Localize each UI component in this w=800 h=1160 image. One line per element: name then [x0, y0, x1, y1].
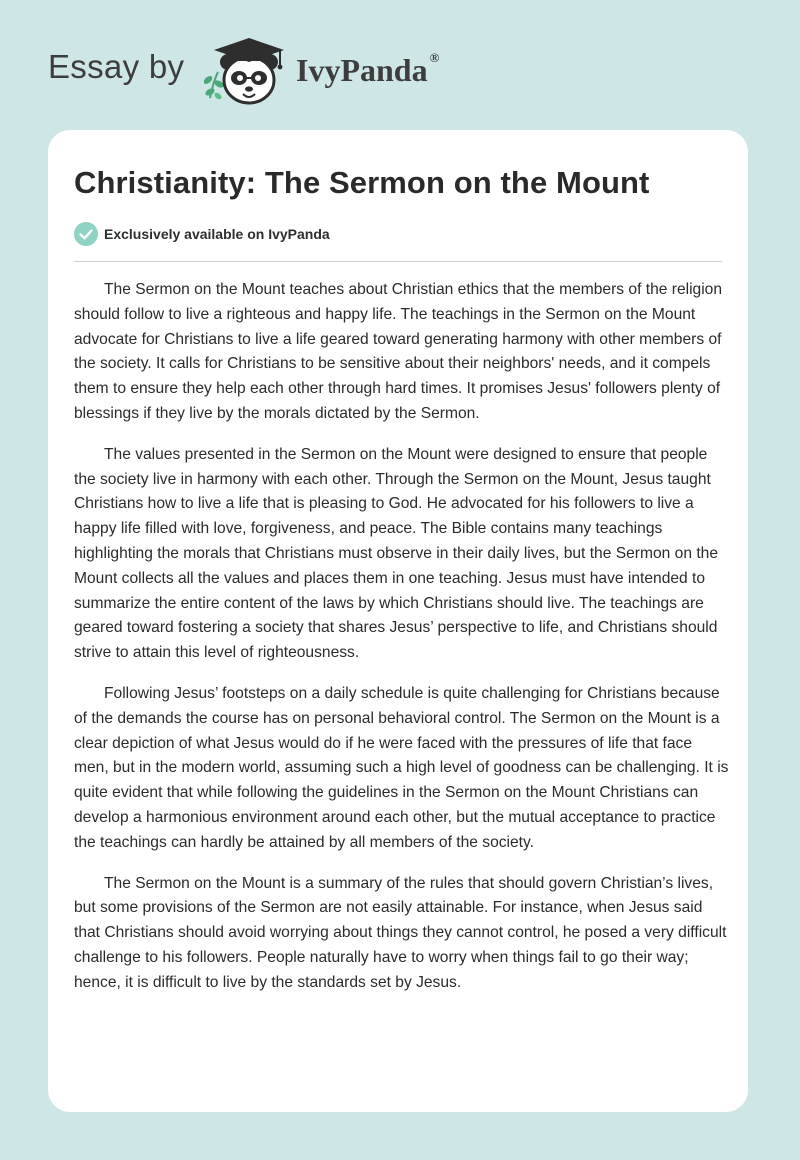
site-header [0, 0, 800, 130]
brand-name-text: IvyPanda [296, 52, 428, 88]
brand-name[interactable] [296, 52, 439, 89]
paragraph: The Sermon on the Mount teaches about Christian ethics that the members of the religion should follow to live a righteous and happy life. The teachings in the Sermon on the Mount advocate for Christians to live a life geared toward generating harmony with other members of the society. It calls for Christians to be sensitive about their neighbors' needs, and it compels them to ensure they help each other through hard times. It promises Jesus' followers plenty of blessings if they live by the morals dictated by the Sermon. [74, 281, 723, 422]
panda-graduate-icon[interactable] [200, 36, 288, 108]
essay-title: Christianity: The Sermon on the Mount [74, 165, 650, 200]
paragraph: The values presented in the Sermon on the Mount were designed to ensure that people the society live in harmony with each other. Through the Sermon on the Mount, Jesus taught Christians how to live a life that is pleasing to God. He advocated for his followers to live a happy life filled with love, forgiveness, and peace. The Bible contains many teachings highlighting the morals that Christians must observe in their daily lives, but the Sermon on the Mount collects all the values and places them in one teaching. Jesus must have intended to summarize the entire content of the laws by which Christians should live. The teachings are geared toward fostering a society that shares Jesus’ perspective to life, and Christians should strive to attain this level of righteousness. [74, 445, 719, 662]
brand-prefix: Essay by [48, 48, 185, 85]
title-divider [74, 261, 722, 262]
registered-mark: ® [429, 50, 440, 65]
paragraph: The Sermon on the Mount is a summary of the rules that should govern Christian’s lives, but some provisions of the Sermon are not easily attainable. For instance, when Jesus said that Christians should avoid worrying about things they cannot control, he posed a very difficult challenge to his followers. People naturally have to worry when things fail to go their way; hence, it is difficult to live by the standards set by Jesus. [74, 874, 727, 991]
exclusive-badge-text: Exclusively available on IvyPanda [104, 226, 330, 242]
check-circle-icon [74, 222, 98, 246]
paragraph: Following Jesus’ footsteps on a daily schedule is quite challenging for Christians because of the demands the course has on personal behavioral control. The Sermon on the Mount is a clear depiction of what Jesus would do if he were faced with the pressures of life that face men, but in the modern world, assuming such a high level of goodness can be challenging. It is quite evident that while following the guidelines in the Sermon on the Mount Christians can develop a harmonious environment around each other, but the mutual acceptance to practice the teachings can hardly be attained by all members of the society. [74, 684, 729, 851]
essay-card [48, 130, 748, 1112]
exclusive-badge [74, 221, 330, 247]
essay-body [74, 278, 730, 1012]
